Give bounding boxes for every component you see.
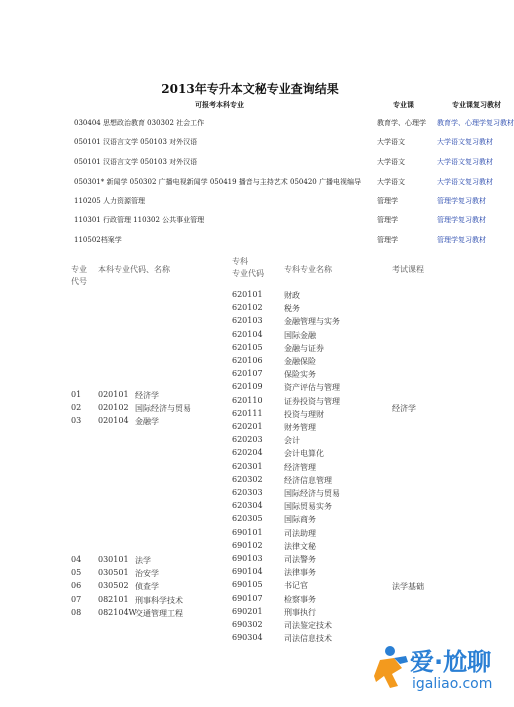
result-row-majors: 050301* 新闻学 050302 广播电视新闻学 050419 播音与主持艺术 050420 广播电视编导 — [74, 178, 361, 186]
result-row-material: 大学语文复习教材 — [437, 178, 493, 186]
result-row-material: 教育学、心理学复习教材 — [437, 119, 514, 127]
result-row-material: 管理学复习教材 — [437, 197, 486, 205]
sub-major-name: 检察事务 — [284, 594, 316, 604]
sub-major-name: 国际经济与贸易 — [284, 489, 340, 498]
result-row-majors: 050101 汉语言文学 050103 对外汉语 — [74, 158, 198, 166]
sub-major-code: 620305 — [232, 514, 263, 524]
sub-major-name: 税务 — [284, 304, 300, 314]
result-row-exam: 教育学、心理学 — [377, 119, 426, 127]
sub-major-code: 620101 — [232, 290, 263, 299]
major-code: 01 — [71, 390, 82, 399]
sub-major-name: 金融管理与实务 — [284, 317, 340, 327]
col-header-code: 专业 代号 — [71, 265, 87, 286]
sub-major-code: 690104 — [232, 567, 263, 577]
bachelor-major-name: 刑事科学技术 — [135, 595, 183, 605]
bachelor-major-code: 020102 — [98, 403, 129, 413]
sub-major-name: 国际金融 — [284, 330, 316, 340]
sub-major-code: 620304 — [232, 501, 263, 511]
major-code: 04 — [71, 555, 82, 564]
header-majors: 可报考本科专业 — [195, 100, 244, 109]
sub-major-code: 620102 — [232, 303, 263, 313]
result-row-exam: 管理学 — [377, 236, 398, 244]
sub-major-code: 620105 — [232, 342, 263, 352]
bachelor-major-code: 030101 — [98, 555, 129, 564]
sub-major-code: 620203 — [232, 435, 263, 445]
sub-major-name: 国际商务 — [284, 515, 316, 525]
sub-major-name: 司法信息技术 — [284, 634, 332, 644]
sub-major-name: 经济管理 — [284, 462, 316, 472]
bachelor-major-name: 金融学 — [135, 417, 159, 427]
result-row-majors: 050101 汉语言文学 050103 对外汉语 — [74, 138, 198, 146]
result-row-majors: 110502档案学 — [74, 236, 122, 244]
sub-major-name: 会计电算化 — [284, 449, 324, 459]
sub-major-name: 司法鉴定技术 — [284, 621, 332, 630]
result-row-material: 管理学复习教材 — [437, 236, 486, 244]
result-row-exam: 大学语文 — [377, 178, 405, 186]
sub-major-code: 690102 — [232, 540, 263, 550]
bachelor-major-name: 经济学 — [135, 391, 159, 400]
sub-major-name: 会计 — [284, 436, 300, 446]
sub-major-code: 690101 — [232, 527, 263, 537]
major-code: 02 — [71, 403, 82, 413]
sub-major-code: 690302 — [232, 620, 263, 629]
major-code: 05 — [71, 568, 82, 578]
col-header-exam: 考试课程 — [392, 265, 424, 274]
sub-major-name: 法律文秘 — [284, 541, 316, 551]
bachelor-major-code: 082101 — [98, 594, 129, 604]
sub-major-code: 690304 — [232, 633, 263, 643]
sub-major-code: 620106 — [232, 356, 263, 365]
sub-major-name: 司法助理 — [284, 528, 316, 538]
sub-major-name: 金融与证券 — [284, 343, 324, 353]
sub-major-code: 690105 — [232, 580, 263, 590]
result-row-majors: 110205 人力资源管理 — [74, 197, 145, 205]
sub-major-code: 620301 — [232, 461, 263, 471]
watermark-url: igaliao.com — [412, 676, 493, 692]
col-header-sub-code: 专科 专业代码 — [232, 257, 264, 278]
bachelor-major-code: 082104W — [98, 607, 137, 617]
bachelor-major-name: 法学 — [135, 556, 151, 565]
result-row-exam: 管理学 — [377, 197, 398, 205]
result-row-material: 大学语文复习教材 — [437, 138, 493, 146]
sub-major-name: 法律事务 — [284, 568, 316, 578]
bachelor-major-code: 020101 — [98, 390, 129, 399]
col-header-sub-name: 专科专业名称 — [284, 265, 332, 274]
sub-major-code: 690103 — [232, 554, 263, 563]
bachelor-major-name: 交通管理工程 — [135, 608, 183, 618]
bachelor-major-code: 030502 — [98, 581, 129, 591]
major-code: 08 — [71, 607, 82, 617]
bachelor-major-code: 020104 — [98, 416, 129, 426]
major-code: 03 — [71, 416, 82, 426]
header-exam: 专业课 — [393, 100, 414, 109]
sub-major-code: 620303 — [232, 488, 263, 497]
bachelor-major-name: 国际经济与贸易 — [135, 404, 191, 414]
sub-major-name: 金融保险 — [284, 357, 316, 366]
sub-major-name: 投资与理财 — [284, 409, 324, 419]
watermark-logo — [372, 638, 497, 698]
sub-major-name: 国际贸易实务 — [284, 502, 332, 512]
watermark-text: 爱·尬聊 — [410, 648, 492, 676]
sub-major-name: 保险实务 — [284, 370, 316, 380]
bachelor-major-name: 侦查学 — [135, 582, 159, 592]
sub-major-code: 690107 — [232, 593, 263, 603]
sub-major-name: 资产评估与管理 — [284, 383, 340, 393]
result-row-majors: 030404 思想政治教育 030302 社会工作 — [74, 119, 205, 127]
major-code: 07 — [71, 594, 82, 604]
sub-major-code: 620302 — [232, 474, 263, 484]
sub-major-name: 经济信息管理 — [284, 475, 332, 485]
exam-course: 经济学 — [392, 404, 416, 413]
major-code: 06 — [71, 581, 82, 591]
sub-major-name: 刑事执行 — [284, 607, 316, 617]
sub-major-name: 证券投资与管理 — [284, 396, 340, 406]
sub-major-code: 620104 — [232, 329, 263, 339]
exam-course: 法学基础 — [392, 582, 424, 591]
page-title: 2013年专升本文秘专业查询结果 — [161, 82, 339, 96]
bachelor-major-name: 治安学 — [135, 569, 159, 579]
sub-major-code: 620111 — [232, 408, 263, 418]
sub-major-name: 财务管理 — [284, 423, 316, 432]
sub-major-name: 司法警务 — [284, 555, 316, 564]
sub-major-code: 620201 — [232, 422, 263, 431]
result-row-material: 管理学复习教材 — [437, 216, 486, 224]
sub-major-code: 690201 — [232, 606, 263, 616]
sub-major-code: 620204 — [232, 448, 263, 458]
sub-major-code: 620103 — [232, 316, 263, 326]
result-row-majors: 110301 行政管理 110302 公共事业管理 — [74, 216, 205, 224]
result-row-exam: 管理学 — [377, 216, 398, 224]
sub-major-code: 620110 — [232, 395, 263, 405]
sub-major-code: 620107 — [232, 369, 263, 379]
header-material: 专业课复习教材 — [452, 100, 501, 109]
result-row-exam: 大学语文 — [377, 138, 405, 146]
sub-major-name: 书记官 — [284, 581, 308, 591]
col-header-bachelor: 本科专业代码、名称 — [98, 265, 170, 274]
result-row-exam: 大学语文 — [377, 158, 405, 166]
bachelor-major-code: 030501 — [98, 568, 129, 578]
sub-major-name: 财政 — [284, 291, 300, 300]
result-row-material: 大学语文复习教材 — [437, 158, 493, 166]
sub-major-code: 620109 — [232, 382, 263, 392]
